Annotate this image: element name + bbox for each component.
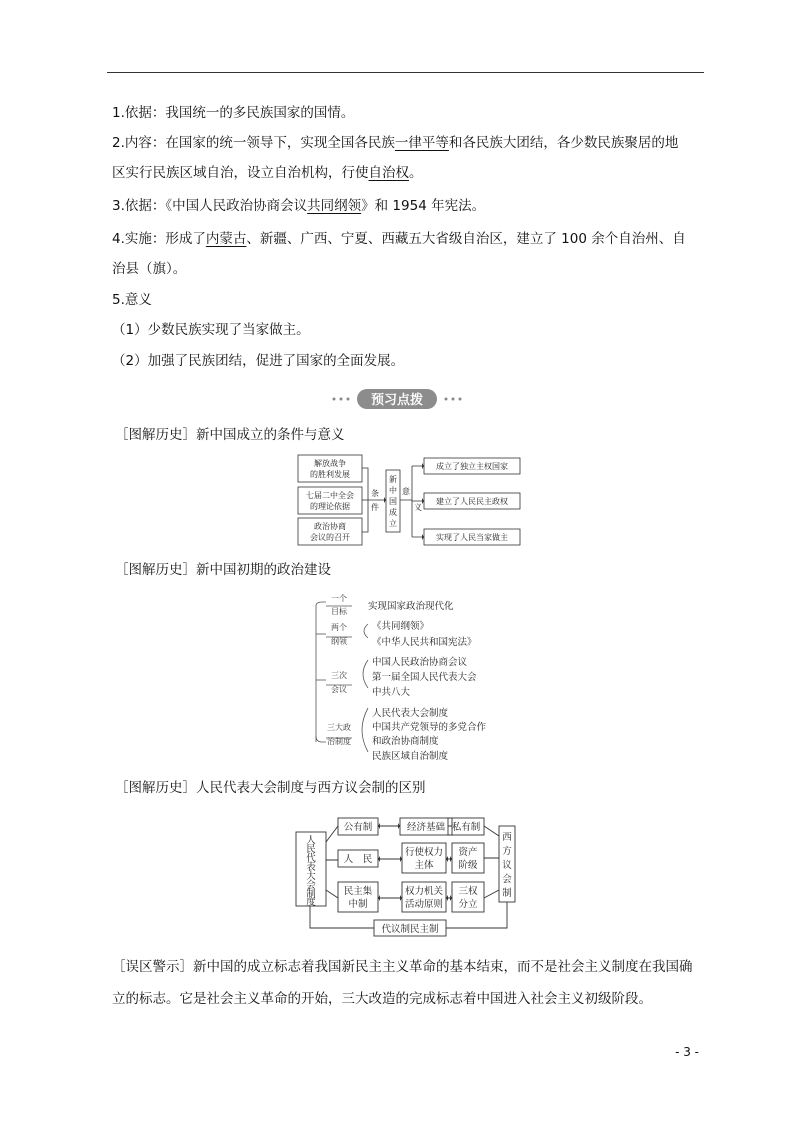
svg-text:第一届全国人民代表大会: 第一届全国人民代表大会 <box>372 672 477 683</box>
page-number: - 3 - <box>675 1045 699 1059</box>
svg-text:西: 西 <box>502 832 512 843</box>
svg-text:度: 度 <box>306 897 316 908</box>
svg-text:治制度: 治制度 <box>327 737 351 746</box>
svg-text:的理论依据: 的理论依据 <box>310 502 350 511</box>
svg-text:三权: 三权 <box>458 886 478 897</box>
svg-text:一个: 一个 <box>331 594 347 603</box>
section-1-heading: ［图解历史］新中国成立的条件与意义 <box>115 427 345 443</box>
underlined-term: 自治权 <box>368 165 409 181</box>
svg-text:中国人民政治协商会议: 中国人民政治协商会议 <box>372 657 468 668</box>
svg-text:件: 件 <box>371 503 379 512</box>
svg-text:分立: 分立 <box>458 899 478 910</box>
svg-text:七届二中全会: 七届二中全会 <box>306 491 354 500</box>
svg-text:建立了人民民主政权: 建立了人民民主政权 <box>436 497 508 506</box>
svg-text:中制: 中制 <box>348 899 368 910</box>
svg-text:成立了独立主权国家: 成立了独立主权国家 <box>436 462 508 471</box>
svg-text:会: 会 <box>306 880 316 891</box>
svg-text:会议的召开: 会议的召开 <box>310 533 350 542</box>
svg-text:行使权力: 行使权力 <box>404 847 444 858</box>
svg-text:政治协商: 政治协商 <box>314 522 346 531</box>
svg-text:会: 会 <box>502 874 512 885</box>
svg-text:私有制: 私有制 <box>451 822 481 833</box>
svg-text:民族区域自治制度: 民族区域自治制度 <box>372 751 449 762</box>
svg-text:方: 方 <box>502 846 512 857</box>
text-line-6: 治县（旗）。 <box>112 261 187 277</box>
svg-text:条: 条 <box>371 489 379 498</box>
svg-text:《中华人民共和国宪法》: 《中华人民共和国宪法》 <box>372 637 477 648</box>
text-line-7: 5.意义 <box>112 292 152 308</box>
svg-text:民: 民 <box>306 844 316 855</box>
svg-text:的胜利发展: 的胜利发展 <box>310 470 350 479</box>
svg-text:解放战争: 解放战争 <box>314 459 346 468</box>
svg-text:阶级: 阶级 <box>458 860 478 871</box>
svg-text:国: 国 <box>389 497 397 506</box>
header-rule <box>107 72 704 73</box>
svg-text:中: 中 <box>389 486 397 495</box>
svg-text:纲领: 纲领 <box>331 637 347 646</box>
svg-text:三次: 三次 <box>331 671 347 680</box>
svg-text:三大政: 三大政 <box>327 723 351 732</box>
svg-text:《共同纲领》: 《共同纲领》 <box>372 621 430 632</box>
svg-text:意: 意 <box>402 487 410 496</box>
svg-text:资产: 资产 <box>458 847 478 858</box>
political-construction-diagram <box>306 592 512 764</box>
svg-text:代: 代 <box>306 853 316 864</box>
svg-text:实现国家政治现代化: 实现国家政治现代化 <box>368 601 454 612</box>
svg-text:代议制民主制: 代议制民主制 <box>381 924 439 935</box>
badge-text: 预习点拨 <box>370 393 424 408</box>
svg-text:主体: 主体 <box>414 860 434 871</box>
text-line-9: （2）加强了民族团结，促进了国家的全面发展。 <box>112 353 405 369</box>
svg-text:人民代表大会制度: 人民代表大会制度 <box>372 708 449 719</box>
svg-text:经济基础: 经济基础 <box>406 822 446 833</box>
svg-text:大: 大 <box>306 871 316 882</box>
svg-text:实现了人民当家做主: 实现了人民当家做主 <box>436 533 508 542</box>
svg-text:中共八大: 中共八大 <box>372 687 411 698</box>
section-3-heading: ［图解历史］人民代表大会制度与西方议会制的区别 <box>115 780 426 796</box>
underlined-term: 内蒙古 <box>205 231 247 247</box>
svg-text:立: 立 <box>389 519 397 528</box>
svg-text:和政治协商制度: 和政治协商制度 <box>372 736 439 747</box>
warning-line-2: 立的标志。它是社会主义革命的开始，三大改造的完成标志着中国进入社会主义初级阶段。 <box>112 991 652 1007</box>
comparison-diagram <box>294 812 518 940</box>
svg-text:制: 制 <box>502 888 512 899</box>
svg-text:制: 制 <box>306 889 316 900</box>
svg-text:民主集: 民主集 <box>343 886 373 897</box>
text-line-3: 区实行民族区域自治，设立自治机构，行使自治权。 <box>112 165 423 181</box>
svg-text:权力机关: 权力机关 <box>404 886 444 897</box>
founding-diagram <box>294 452 526 548</box>
svg-text:公有制: 公有制 <box>343 822 373 833</box>
text-line-4: 3.依据：《中国人民政治协商会议共同纲领》和 1954 年宪法。 <box>112 198 486 214</box>
underlined-term: 共同纲领 <box>307 198 362 214</box>
section-2-heading: ［图解历史］新中国初期的政治建设 <box>115 562 331 578</box>
svg-text:义: 义 <box>414 503 422 512</box>
svg-text:中国共产党领导的多党合作: 中国共产党领导的多党合作 <box>372 722 487 733</box>
svg-text:新: 新 <box>389 475 397 484</box>
text-line-8: （1）少数民族实现了当家做主。 <box>112 322 310 338</box>
svg-text:表: 表 <box>306 862 316 873</box>
svg-text:目标: 目标 <box>331 607 347 616</box>
svg-text:人: 人 <box>306 835 316 846</box>
svg-text:两个: 两个 <box>331 623 347 632</box>
underlined-term: 一律平等 <box>394 135 449 151</box>
svg-text:活动原则: 活动原则 <box>404 899 444 910</box>
svg-text:人 民: 人 民 <box>343 854 373 865</box>
preview-tip-badge <box>330 388 464 410</box>
text-line-2: 2.内容：在国家的统一领导下，实现全国各民族一律平等和各民族大团结，各少数民族聚居的地 <box>112 135 679 151</box>
svg-text:议: 议 <box>502 860 512 871</box>
text-line-1: 1.依据：我国统一的多民族国家的国情。 <box>112 105 355 121</box>
text-line-5: 4.实施：形成了内蒙古、新疆、广西、宁夏、西藏五大省级自治区，建立了 100 余个自治州、自 <box>112 231 686 247</box>
svg-text:成: 成 <box>389 508 397 517</box>
svg-text:会议: 会议 <box>331 685 347 694</box>
warning-line-1: ［误区警示］新中国的成立标志着我国新民主主义革命的基本结束，而不是社会主义制度在我国确 <box>112 959 693 975</box>
